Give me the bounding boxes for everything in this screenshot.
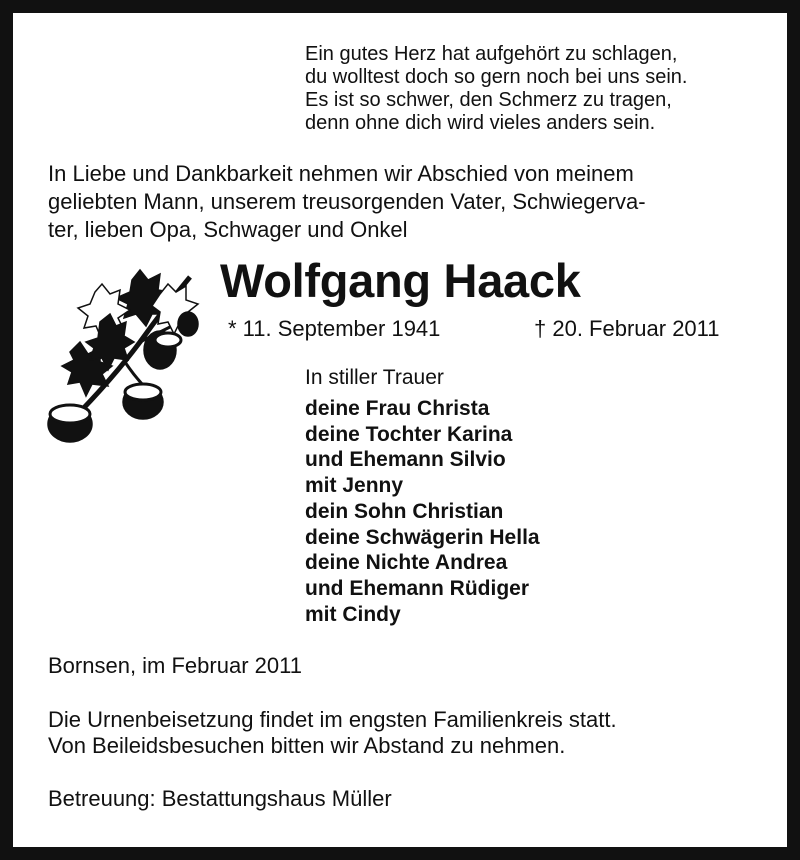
poem-line: Ein gutes Herz hat aufgehört zu schlagen, [305, 43, 678, 65]
poem-line: Es ist so schwer, den Schmerz zu tragen, [305, 89, 672, 111]
intro-line: geliebten Mann, unserem treusorgenden Vater, Schwiegerva- [48, 189, 646, 214]
notice-line: Die Urnenbeisetzung findet im engsten Familienkreis statt. [48, 707, 617, 732]
poem-line: denn ohne dich wird vieles anders sein. [305, 112, 656, 134]
mourner-line: deine Nichte Andrea [305, 551, 508, 575]
funeral-home: Betreuung: Bestattungshaus Müller [48, 786, 392, 811]
mourner-line: dein Sohn Christian [305, 499, 504, 523]
intro-text [48, 160, 646, 244]
funeral-notice [48, 707, 617, 759]
mourning-title: In stiller Trauer [305, 366, 444, 389]
place-date: Bornsen, im Februar 2011 [48, 653, 302, 678]
poem [305, 43, 687, 135]
birth-date: * 11. September 1941 [228, 316, 441, 341]
death-date: † 20. Februar 2011 [534, 316, 720, 341]
intro-line: In Liebe und Dankbarkeit nehmen wir Abschied von meinem [48, 161, 634, 186]
intro-line: ter, lieben Opa, Schwager und Onkel [48, 217, 408, 242]
mourners-list [305, 396, 540, 627]
mourner-line: und Ehemann Rüdiger [305, 576, 530, 600]
deceased-name: Wolfgang Haack [220, 254, 581, 307]
mourner-line: deine Tochter Karina [305, 422, 513, 446]
mourner-line: mit Jenny [305, 474, 404, 498]
mourner-line: deine Frau Christa [305, 397, 490, 420]
mourner-line: deine Schwägerin Hella [305, 525, 540, 549]
mourner-line: und Ehemann Silvio [305, 448, 506, 472]
mourner-line: mit Cindy [305, 602, 401, 626]
notice-line: Von Beileidsbesuchen bitten wir Abstand zu nehmen. [48, 733, 566, 758]
poem-line: du wolltest doch so gern noch bei uns sein. [305, 66, 688, 88]
oak-leaves-acorns-icon [40, 262, 210, 447]
